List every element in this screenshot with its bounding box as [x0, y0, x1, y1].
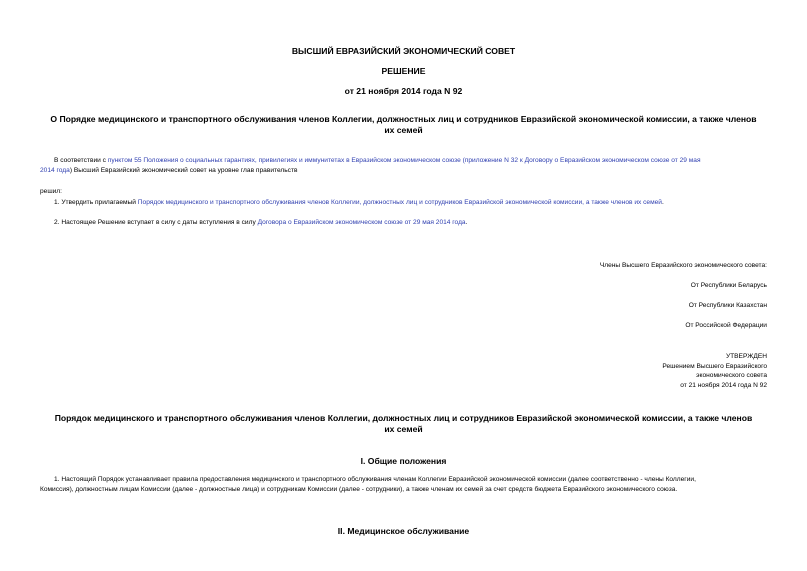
item-1-link[interactable]: Порядок медицинского и транспортного обслуживания членов Коллегии, должностных лиц и сотрудников Евразийской экономической комиссии, а также членов их семей	[137, 199, 662, 206]
signatory-kazakhstan: От Республики Казахстан	[688, 302, 767, 309]
approval-line1: Решением Высшего Евразийского	[662, 362, 767, 370]
item-2-end: .	[465, 219, 468, 226]
procedure-title-line1: Порядок медицинского и транспортного обслуживания членов Коллегии, должностных лиц и сотрудников Евразийской экономической комиссии, а также членов	[54, 413, 753, 423]
approval-stamp	[662, 352, 767, 390]
preamble-link[interactable]: пунктом 55 Положения о социальных гарантиях, привилегиях и иммунитетах в Евразийском экономическом союзе (приложение N 32 к Договору о Евразийском экономическом союзе от 29 мая	[107, 157, 701, 164]
procedure-title	[40, 413, 767, 435]
preamble-link-continued[interactable]: 2014 года	[40, 166, 70, 174]
item-2-link[interactable]: Договора о Евразийском экономическом союзе от 29 мая 2014 года	[257, 219, 466, 226]
decision-title	[40, 114, 767, 136]
document-type: РЕШЕНИЕ	[381, 66, 426, 76]
paragraph-1	[40, 475, 768, 494]
section-2-heading: II. Медицинское обслуживание	[337, 526, 470, 536]
decided-label: решил:	[40, 188, 62, 195]
approval-line2: экономического совета	[696, 372, 767, 379]
preamble	[40, 156, 768, 175]
item-1-text: 1. Утвердить прилагаемый	[54, 199, 138, 206]
document-date-number: от 21 ноября 2014 года N 92	[344, 86, 463, 96]
paragraph-1-line1: 1. Настоящий Порядок устанавливает правила предоставления медицинского и транспортного обслуживания членам Коллегии Евразийской экономической комиссии (далее соответственно - члены Коллегии,	[54, 476, 696, 483]
decision-title-line2: их семей	[384, 125, 423, 135]
signatories-heading: Члены Высшего Евразийского экономического совета:	[599, 262, 767, 269]
issuing-body: ВЫСШИЙ ЕВРАЗИЙСКИЙ ЭКОНОМИЧЕСКИЙ СОВЕТ	[291, 46, 516, 56]
preamble-text-end: ) Высший Евразийский экономический совет на уровне глав правительств	[69, 166, 298, 174]
decision-title-line1: О Порядке медицинского и транспортного обслуживания членов Коллегии, должностных лиц и сотрудников Евразийской экономической комиссии, а также членов	[50, 114, 757, 124]
preamble-text: В соответствии с	[54, 157, 108, 164]
procedure-title-line2: их семей	[384, 424, 423, 434]
item-2-text: 2. Настоящее Решение вступает в силу с даты вступления в силу	[54, 219, 258, 226]
approval-line3: от 21 ноября 2014 года N 92	[680, 381, 767, 389]
approval-label: УТВЕРЖДЕН	[725, 353, 767, 360]
item-2	[54, 218, 768, 228]
signatory-russia: От Российской Федерации	[685, 322, 767, 329]
item-1	[54, 198, 768, 208]
signatory-belarus: От Республики Беларусь	[690, 282, 767, 289]
paragraph-1-line2: Комиссия), должностным лицам Комиссии (далее - должностные лица) и сотрудникам Комиссии (далее - сотрудники), а также членам их семей за счет средств бюджета Евразийского экономического союза.	[40, 485, 678, 493]
item-1-end: .	[661, 199, 664, 206]
section-1-heading: I. Общие положения	[360, 456, 447, 466]
